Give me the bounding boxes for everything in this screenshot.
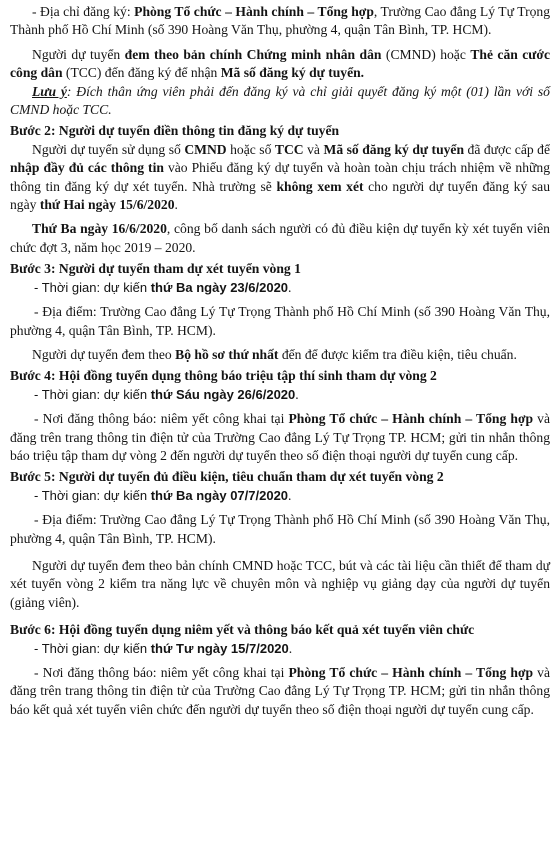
step-2-paragraph-1: Người dự tuyển sử dụng số CMND hoặc số TCC và Mã số đăng ký dự tuyển đã được cấp để nhập đầy đủ các thông tin vào Phiếu đăng ký dự tuyển và hoàn toàn chịu trách nhiệm về những thông tin đăng ký dự xét tuyển. Nhà trường sẽ không xem xét cho người dự tuyển đăng ký sau ngày thứ Hai ngày 15/6/2020. xyxy=(10,141,550,213)
step-2-heading: Bước 2: Người dự tuyển điền thông tin đăng ký dự tuyển xyxy=(10,123,340,139)
step-3-place: - Địa điểm: Trường Cao đẳng Lý Tự Trọng Thành phố Hồ Chí Minh (số 390 Hoàng Văn Thụ, phường 4, quận Tân Bình, TP. HCM). xyxy=(10,304,550,338)
step-5-time: - Thời gian: dự kiến thứ Ba ngày 07/7/2020. xyxy=(34,487,292,503)
step-6-time: - Thời gian: dự kiến thứ Tư ngày 15/7/2020. xyxy=(34,640,293,656)
step-6-heading: Bước 6: Hội đồng tuyển dụng niêm yết và thông báo kết quả xét tuyển viên chức xyxy=(10,622,475,638)
step-4-time: - Thời gian: dự kiến thứ Sáu ngày 26/6/2020. xyxy=(34,386,299,402)
registration-note: Lưu ý: Đích thân ứng viên phải đến đăng ký và chỉ giải quyết đăng ký một (01) lần với số CMND hoặc TCC. xyxy=(10,83,550,118)
step-3-time: - Thời gian: dự kiến thứ Ba ngày 23/6/2020. xyxy=(34,279,292,295)
step-3-documents: Người dự tuyển đem theo Bộ hồ sơ thứ nhất đến để được kiểm tra điều kiện, tiêu chuẩn. xyxy=(32,346,517,362)
step-4-heading: Bước 4: Hội đồng tuyển dụng thông báo triệu tập thí sinh tham dự vòng 2 xyxy=(10,368,437,384)
registration-address: - Địa chỉ đăng ký: Phòng Tổ chức – Hành chính – Tổng hợp, Trường Cao đẳng Lý Tự Trọng Thành phố Hồ Chí Minh (số 390 Hoàng Văn Thụ, phường 4, quận Tân Bình, TP. HCM). xyxy=(10,4,550,38)
step-5-place: - Địa điểm: Trường Cao đẳng Lý Tự Trọng Thành phố Hồ Chí Minh (số 390 Hoàng Văn Thụ, phường 4, quận Tân Bình, TP. HCM). xyxy=(10,512,550,546)
step-4-notice: - Nơi đăng thông báo: niêm yết công khai tại Phòng Tổ chức – Hành chính – Tổng hợp và đăng trên trang thông tin điện tử của Trường Cao đẳng Lý Tự Trọng TP. HCM; gửi tin nhắn thông báo triệu tập tham dự vòng 2 đến người dự tuyển theo số điện thoại người dự tuyển cung cấp. xyxy=(10,411,550,463)
document-page xyxy=(10,0,550,719)
step-3-heading: Bước 3: Người dự tuyển tham dự xét tuyển vòng 1 xyxy=(10,261,301,277)
step-6-notice: - Nơi đăng thông báo: niêm yết công khai tại Phòng Tổ chức – Hành chính – Tổng hợp và đăng trên trang thông tin điện tử của Trường Cao đẳng Lý Tự Trọng TP. HCM; gửi tin nhắn thông báo kết quả xét tuyển viên chức đến người dự tuyển theo số điện thoại người dự tuyển cung cấp. xyxy=(10,665,550,717)
step-2-paragraph-2: Thứ Ba ngày 16/6/2020, công bố danh sách người có đủ điều kiện dự tuyển kỳ xét tuyển viên chức đợt 3, năm học 2019 – 2020. xyxy=(10,221,550,255)
step-5-heading: Bước 5: Người dự tuyển đủ điều kiện, tiêu chuẩn tham dự xét tuyển vòng 2 xyxy=(10,469,444,485)
registration-documents: Người dự tuyển đem theo bản chính Chứng minh nhân dân (CMND) hoặc Thẻ căn cước công dân (TCC) đến đăng ký để nhận Mã số đăng ký dự tuyển. xyxy=(10,46,550,81)
step-5-documents: Người dự tuyển đem theo bản chính CMND hoặc TCC, bút và các tài liệu cần thiết để tham dự xét tuyển vòng 2 kiểm tra năng lực về chuyên môn và nghiệp vụ giảng dạy của người dự tuyển (giảng viên). xyxy=(10,557,550,610)
